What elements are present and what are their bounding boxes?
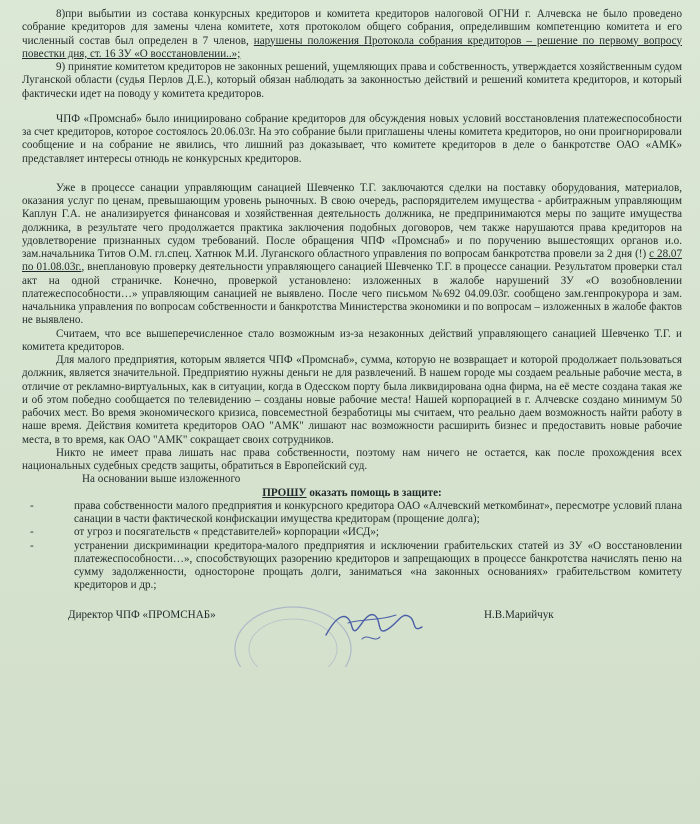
paragraph-item-9: 9) принятие комитетом кредиторов не законных решений, ущемляющих права и собственность, утверждается хозяйственным судом Луганской области (судья Перлов Д.Е.), который обязан наблюдать за законностью действий и решений комитета кредиторов, и который фактически идет на поводу у комитета кредиторов. <box>22 61 682 100</box>
paragraph-small-enterprise: Для малого предприятия, которым является ЧПФ «Промснаб», сумма, которую не возвращает и которой продолжает пользоваться должник, является значительной. Предприятию нужны деньги не для развлечений. В нашем городе мы создаем реальные рабочие места, в отличие от рекламно-виртуальных, как в ситуации, когда в Одесском порту была ликвидирована одна фирма, на её месте создана такая же и об этом победно сообщается по телевидению – созданы новые рабочие места! Нашей корпорацией в г. Алчевске создано минимум 50 рабочих мест. Во время экономического кризиса, повсеместной безработицы мы считаем, что реально даем возможность найти работу в наше время. Действия комитета кредиторов ОАО "АМК" лишают нас возможности расширить бизнес и предоставить новые рабочие места, в то время, как ОАО "АМК" сокращает своих сотрудников. <box>22 354 682 446</box>
request-item <box>22 540 682 593</box>
handwritten-signature-icon <box>318 593 428 653</box>
paragraph-consider: Считаем, что все вышеперечисленное стало возможным из-за незаконных действий управляющего санацией Шевченко Т.Г. и комитета кредиторов. <box>22 327 682 353</box>
item-8-text: 8)при выбытии из состава конкурсных кредиторов и комитета кредиторов налоговой ОГНИ г. Алчевска не было проведено собрание кредиторов для замены члена комитете, хотя протоколом общего собрания, определившим компетенцию комитета и его численный состав был определен в 7 членов, <box>22 8 682 47</box>
item-8-underlined: нарушены положения Протокола собрания кредиторов – решение по первому вопросу повестки дня, ст. 16 ЗУ «О восстановлении..»; <box>22 34 682 60</box>
request-item-text: права собственности малого предприятия и конкурсного кредитора ОАО «Алчевский меткомбинат», пересмотре условий плана санации в части фактической конфискации имущества кредиторам (прощение долга); <box>74 499 682 525</box>
signature-name: Н.В.Марийчук <box>484 608 554 621</box>
request-item-text: устранении дискриминации кредитора-малого предприятия и исключении грабительских статей из ЗУ «О восстановлении платежеспособности…», способствующих разорению кредиторов и запрещающих в процессе банкротства начислять пеню на сумму задолженности, одностороне прощать долги, заниматься «на законных основаниях» грабительством комитету кредиторов и др.; <box>74 539 682 592</box>
request-heading-rest: оказать помощь в защите: <box>306 486 442 499</box>
request-heading <box>22 487 682 500</box>
paragraph-item-8 <box>22 8 682 61</box>
signature-director-label: Директор ЧПФ «ПРОМСНАБ» <box>68 608 216 621</box>
request-item-text: от угроз и посягательств « представителей» корпорации «ИСД»; <box>74 526 379 539</box>
paragraph-sanation <box>22 182 682 328</box>
list-dash: - <box>30 499 34 512</box>
list-dash: - <box>30 526 34 539</box>
request-heading-word: ПРОШУ <box>262 486 307 499</box>
paragraph-meeting: ЧПФ «Промснаб» было инициировано собрание кредиторов для обсуждения новых условий восстановления платежеспособности за счет кредиторов, которое состоялось 20.06.03г. На это собрание были приглашены члены комитета кредиторов, но они проигнорировали сообщение и на собрание не явились, что лишний раз доказывает, что комитете кредиторов в деле о банкротстве ОАО «АМК» представляет интересы отнюдь не конкурсных кредиторов. <box>22 112 682 165</box>
request-list <box>22 500 682 593</box>
paragraph-basis: На основании выше изложенного <box>82 473 241 486</box>
request-item <box>22 526 682 539</box>
list-dash: - <box>30 539 34 552</box>
paragraph-nobody: Никто не имеет права лишать нас права собственности, поэтому нам ничего не остается, как после прохождения всех национальных судебных средств защиты, обратиться в Европейский суд. <box>22 446 682 472</box>
signature-block <box>22 599 682 659</box>
sanation-text-b: , внеплановую проверку деятельности управляющего санацией Шевченко Т.Г. в процессе санации. Результатом проверки стал акт на одной страничке. Конечно, проверкой установлено: изложенных в жалобе нарушений ЗУ «О возобновлении платежеспособности…» управляющим санацией не выявлено. После чего письмом №692 04.09.03г. сообщено зам.генпрокурора и зам. начальника управления по вопросам собственности и банкротства Министерства экономики и по вопросам – изложенных в жалобе фактов не выявлено. <box>22 261 682 327</box>
request-item <box>22 500 682 527</box>
sanation-dates: с 28.07 по 01.08.03г. <box>22 248 682 274</box>
sanation-text-a: Уже в процессе санации управляющим санацией Шевченко Т.Г. заключаются сделки на поставку оборудования, материалов, оказания услуг по ценам, превышающим уровень рыночных. В свою очередь, распорядителем имущества - арбитражным управляющим Каплун Г.А. не анализируется финансовая и хозяйственная деятельность должника, не предпринимаются меры по защите имущества должника, в результате чего продолжается практика заключения подобных договоров, чем также нарушаются права кредиторов на удовлетворение признанных судом требований. После обращения ЧПФ «Промснаб» и по поручению вышестоящих органов и.о. зам.начальника Титов О.М. гл.спец. Хатнюк М.И. Луганского областного управления по вопросам банкротства провели за 2 дня (!) <box>22 181 682 260</box>
